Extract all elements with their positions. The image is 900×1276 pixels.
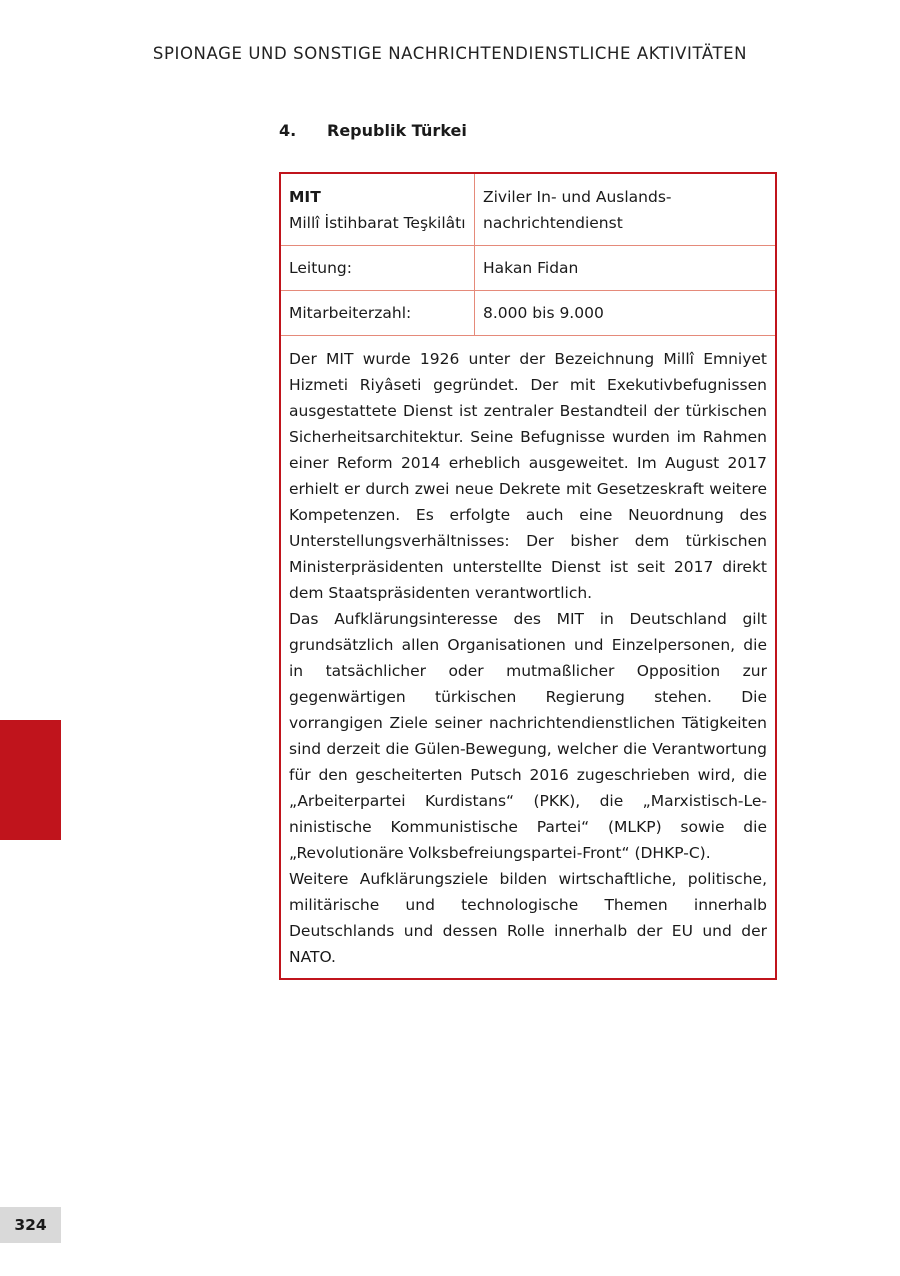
agency-name-cell <box>281 174 475 245</box>
section-heading <box>279 121 467 140</box>
agency-abbreviation: MIT <box>289 188 321 206</box>
agency-type-line: Ziviler In- und Auslands- <box>483 188 672 206</box>
agency-description <box>281 336 775 978</box>
agency-type-line: nachrichtendienst <box>483 214 623 232</box>
staff-count-label: Mitarbeiterzahl: <box>281 291 475 335</box>
staff-count-value: 8.000 bis 9.000 <box>483 304 604 322</box>
leadership-value: Hakan Fidan <box>483 259 579 277</box>
agency-name-row <box>281 174 775 246</box>
section-title: Republik Türkei <box>327 121 467 140</box>
chapter-side-tab <box>0 720 61 840</box>
staff-count-row <box>281 291 775 336</box>
running-head: SPIONAGE UND SONSTIGE NACHRICHTENDIENSTLICHE AKTIVITÄTEN <box>152 44 748 63</box>
page-number: 324 <box>0 1207 61 1243</box>
leadership-label: Leitung: <box>281 246 475 290</box>
description-paragraph: Weitere Aufklärungsziele bilden wirtschaftliche, politische, militärische und technologische Themen innerhalb Deutschlands und dessen Rolle innerhalb der EU und der NATO. <box>289 870 767 966</box>
leadership-row <box>281 246 775 291</box>
description-paragraph: Das Aufklärungsinteresse des MIT in Deutschland gilt grundsätzlich allen Organisationen und Einzelpersonen, die in tatsächlicher oder mutmaßlicher Opposition zur gegenwärtigen türkischen Regierung stehen. Die vorrangigen Ziele seiner nachrichtendienstlichen Tätigkeiten sind derzeit die Gülen-Bewegung, welcher die Verantwortung für den gescheiterten Putsch 2016 zugeschrieben wird, die „Arbeiterpartei Kurdistans“ (PKK), die „Marxistisch-Leninistische Kommunistische Partei“ (MLKP) sowie die „Revolutionäre Volksbefreiungspartei-Front“ (DHKP-C). <box>289 610 767 862</box>
section-number: 4. <box>279 121 297 140</box>
agency-type-cell <box>475 174 775 245</box>
description-paragraph: Der MIT wurde 1926 unter der Bezeichnung Millî Emniyet Hizmeti Riyâseti gegründet. Der mit Exekutivbefugnissen ausgestattete Dienst ist zentraler Bestandteil der türkischen Sicherheitsarchitektur. Seine Befugnisse wurden im Rahmen einer Reform 2014 erheblich ausgeweitet. Im August 2017 erhielt er durch zwei neue Dekrete mit Gesetzeskraft weitere Kompetenzen. Es erfolgte auch eine Neuordnung des Unterstellungsverhältnisses: Der bisher dem türkischen Ministerpräsidenten unterstellte Dienst ist seit 2017 direkt dem Staatspräsidenten verantwortlich. <box>289 350 767 602</box>
agency-info-box <box>279 172 777 980</box>
agency-full-name: Millî İstihbarat Teşkilâtı <box>289 214 466 232</box>
